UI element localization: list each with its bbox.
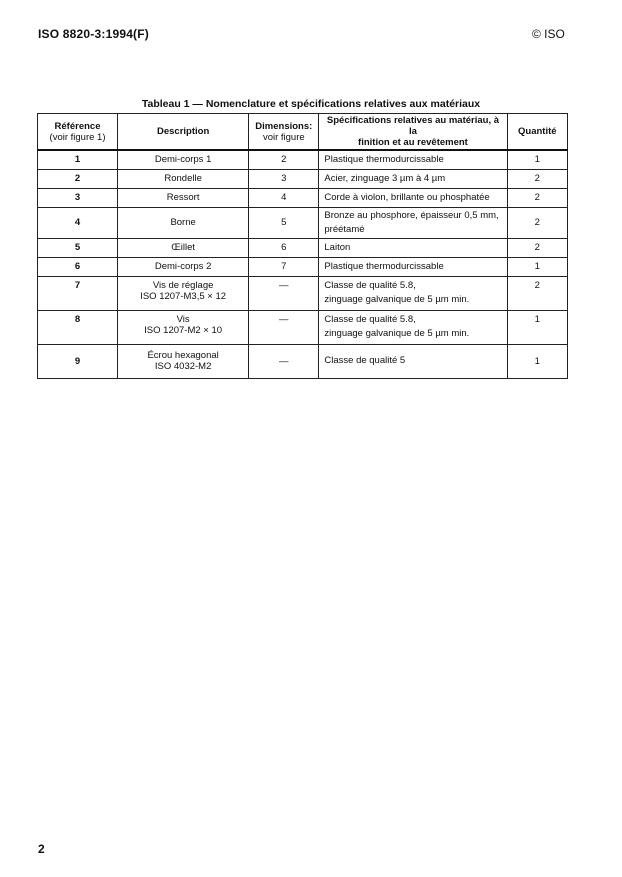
cell-dimensions: — xyxy=(249,276,319,310)
cell-description-line: Vis xyxy=(176,313,190,325)
cell-reference: 1 xyxy=(38,150,118,169)
cell-quantity: 2 xyxy=(507,238,567,257)
table-row xyxy=(38,169,568,188)
table-row xyxy=(38,276,568,310)
cell-description xyxy=(118,169,249,188)
cell-description xyxy=(118,344,249,378)
cell-description-line: Vis de réglage xyxy=(152,279,214,291)
cell-description-line: Demi-corps 2 xyxy=(154,261,212,272)
cell-specifications xyxy=(319,276,507,310)
cell-description xyxy=(118,276,249,310)
document-id: ISO 8820-3:1994(F) xyxy=(38,27,149,41)
cell-dimensions: — xyxy=(249,344,319,378)
table-row xyxy=(38,188,568,207)
cell-description xyxy=(118,207,249,238)
cell-specifications xyxy=(319,150,507,169)
col-header-quantity xyxy=(507,114,567,151)
cell-description-line: Rondelle xyxy=(164,173,202,184)
copyright-notice: © ISO xyxy=(532,27,565,41)
cell-quantity: 2 xyxy=(507,207,567,238)
table-row xyxy=(38,207,568,238)
table-body xyxy=(38,150,568,378)
cell-dimensions: — xyxy=(249,310,319,344)
cell-specifications-line: Classe de qualité 5 xyxy=(324,355,406,366)
cell-specifications-line: préétamé xyxy=(324,223,365,235)
cell-reference: 6 xyxy=(38,257,118,276)
cell-specifications xyxy=(319,169,507,188)
cell-specifications-line: Plastique thermodurcissable xyxy=(324,260,444,272)
col-header-reference-sub: (voir figure 1) xyxy=(49,131,106,143)
col-header-description-label: Description xyxy=(156,126,210,137)
cell-reference: 8 xyxy=(38,310,118,344)
cell-specifications-line: Acier, zinguage 3 µm à 4 µm xyxy=(324,172,446,184)
cell-specifications xyxy=(319,238,507,257)
cell-dimensions: 3 xyxy=(249,169,319,188)
cell-reference: 2 xyxy=(38,169,118,188)
table-row xyxy=(38,257,568,276)
cell-description-line: Demi-corps 1 xyxy=(154,154,212,166)
table-row xyxy=(38,344,568,378)
cell-quantity: 1 xyxy=(507,257,567,276)
cell-dimensions: 2 xyxy=(249,150,319,169)
cell-quantity: 2 xyxy=(507,276,567,310)
cell-description-line: ISO 1207-M2 × 10 xyxy=(144,324,223,336)
cell-specifications-line: Bronze au phosphore, épaisseur 0,5 mm, xyxy=(324,209,499,221)
col-header-specifications xyxy=(319,114,507,151)
cell-description-line: Borne xyxy=(170,217,196,228)
cell-quantity: 1 xyxy=(507,310,567,344)
cell-specifications-line: Classe de qualité 5.8, xyxy=(324,314,416,325)
cell-specifications-line: Plastique thermodurcissable xyxy=(324,153,444,165)
cell-description xyxy=(118,188,249,207)
table-header-row xyxy=(38,114,568,151)
cell-specifications xyxy=(319,207,507,238)
cell-description xyxy=(118,257,249,276)
cell-quantity: 1 xyxy=(507,344,567,378)
cell-description-line: ISO 4032-M2 xyxy=(154,361,212,372)
col-header-dimensions xyxy=(249,114,319,151)
cell-description-line: Œillet xyxy=(171,242,195,253)
cell-description-line: Ressort xyxy=(166,192,200,203)
col-header-description xyxy=(118,114,249,151)
table-row xyxy=(38,150,568,169)
materials-table xyxy=(37,113,568,379)
cell-description xyxy=(118,150,249,169)
cell-reference: 4 xyxy=(38,207,118,238)
cell-description xyxy=(118,310,249,344)
cell-dimensions: 7 xyxy=(249,257,319,276)
cell-specifications-line: zinguage galvanique de 5 µm min. xyxy=(324,328,470,339)
cell-specifications-line: Laiton xyxy=(324,241,351,253)
cell-quantity: 1 xyxy=(507,150,567,169)
col-header-reference-label: Référence xyxy=(54,120,101,132)
cell-description-line: ISO 1207-M3,5 × 12 xyxy=(140,290,227,302)
col-header-reference xyxy=(38,114,118,151)
cell-specifications xyxy=(319,188,507,207)
cell-specifications-line: zinguage galvanique de 5 µm min. xyxy=(324,294,470,305)
cell-specifications-line: Classe de qualité 5.8, xyxy=(324,280,416,291)
col-header-dimensions-label: Dimensions: xyxy=(255,120,313,132)
cell-specifications xyxy=(319,257,507,276)
cell-quantity: 2 xyxy=(507,188,567,207)
cell-dimensions: 4 xyxy=(249,188,319,207)
col-header-specs-line1: Spécifications relatives au matériau, à la xyxy=(326,115,500,137)
table-title: Tableau 1 — Nomenclature et spécifications relatives aux matériaux xyxy=(141,98,481,110)
cell-quantity: 2 xyxy=(507,169,567,188)
cell-reference: 5 xyxy=(38,238,118,257)
col-header-specs-line2: finition et au revêtement xyxy=(358,137,468,148)
cell-description xyxy=(118,238,249,257)
cell-specifications-line: Corde à violon, brillante ou phosphatée xyxy=(324,191,490,203)
cell-dimensions: 6 xyxy=(249,238,319,257)
cell-specifications xyxy=(319,310,507,344)
cell-reference: 7 xyxy=(38,276,118,310)
cell-reference: 9 xyxy=(38,344,118,378)
cell-specifications xyxy=(319,344,507,378)
cell-reference: 3 xyxy=(38,188,118,207)
page-number: 2 xyxy=(38,842,45,856)
table-row xyxy=(38,238,568,257)
cell-dimensions: 5 xyxy=(249,207,319,238)
col-header-dimensions-sub: voir figure xyxy=(262,131,305,143)
col-header-quantity-label: Quantité xyxy=(518,126,557,137)
table-row xyxy=(38,310,568,344)
cell-description-line: Écrou hexagonal xyxy=(147,350,219,361)
